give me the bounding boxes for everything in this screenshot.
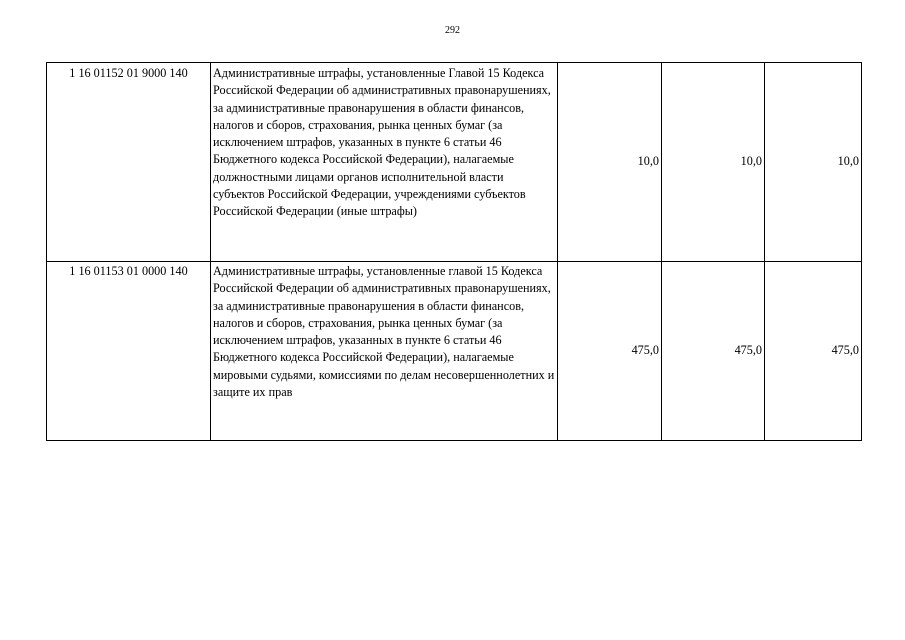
table-row bbox=[47, 262, 862, 441]
amount-cell-year-2: 475,0 bbox=[662, 262, 765, 441]
description-cell: Административные штрафы, установленные главой 15 Кодекса Российской Федерации об административных правонарушениях, за административные правонарушения в области финансов, налогов и сборов, страхования, рынка ценных бумаг (за исключением штрафов, указанных в пункте 6 статьи 46 Бюджетного кодекса Российской Федерации), налагаемые мировыми судьями, комиссиями по делам несовершеннолетних и защите их прав bbox=[211, 262, 558, 441]
description-cell: Административные штрафы, установленные Главой 15 Кодекса Российской Федерации об административных правонарушениях, за административные правонарушения в области финансов, налогов и сборов, страхования, рынка ценных бумаг (за исключением штрафов, указанных в пункте 6 статьи 46 Бюджетного кодекса Российской Федерации), налагаемые должностными лицами органов исполнительной власти субъектов Российской Федерации, учреждениями субъектов Российской Федерации (иные штрафы) bbox=[211, 63, 558, 262]
budget-table bbox=[46, 62, 862, 441]
budget-code-cell: 1 16 01153 01 0000 140 bbox=[47, 262, 211, 441]
budget-code-cell: 1 16 01152 01 9000 140 bbox=[47, 63, 211, 262]
amount-cell-year-1: 475,0 bbox=[558, 262, 662, 441]
amount-cell-year-3: 475,0 bbox=[765, 262, 862, 441]
amount-cell-year-1: 10,0 bbox=[558, 63, 662, 262]
amount-cell-year-3: 10,0 bbox=[765, 63, 862, 262]
amount-cell-year-2: 10,0 bbox=[662, 63, 765, 262]
table-row bbox=[47, 63, 862, 262]
page-number: 292 bbox=[445, 25, 460, 36]
